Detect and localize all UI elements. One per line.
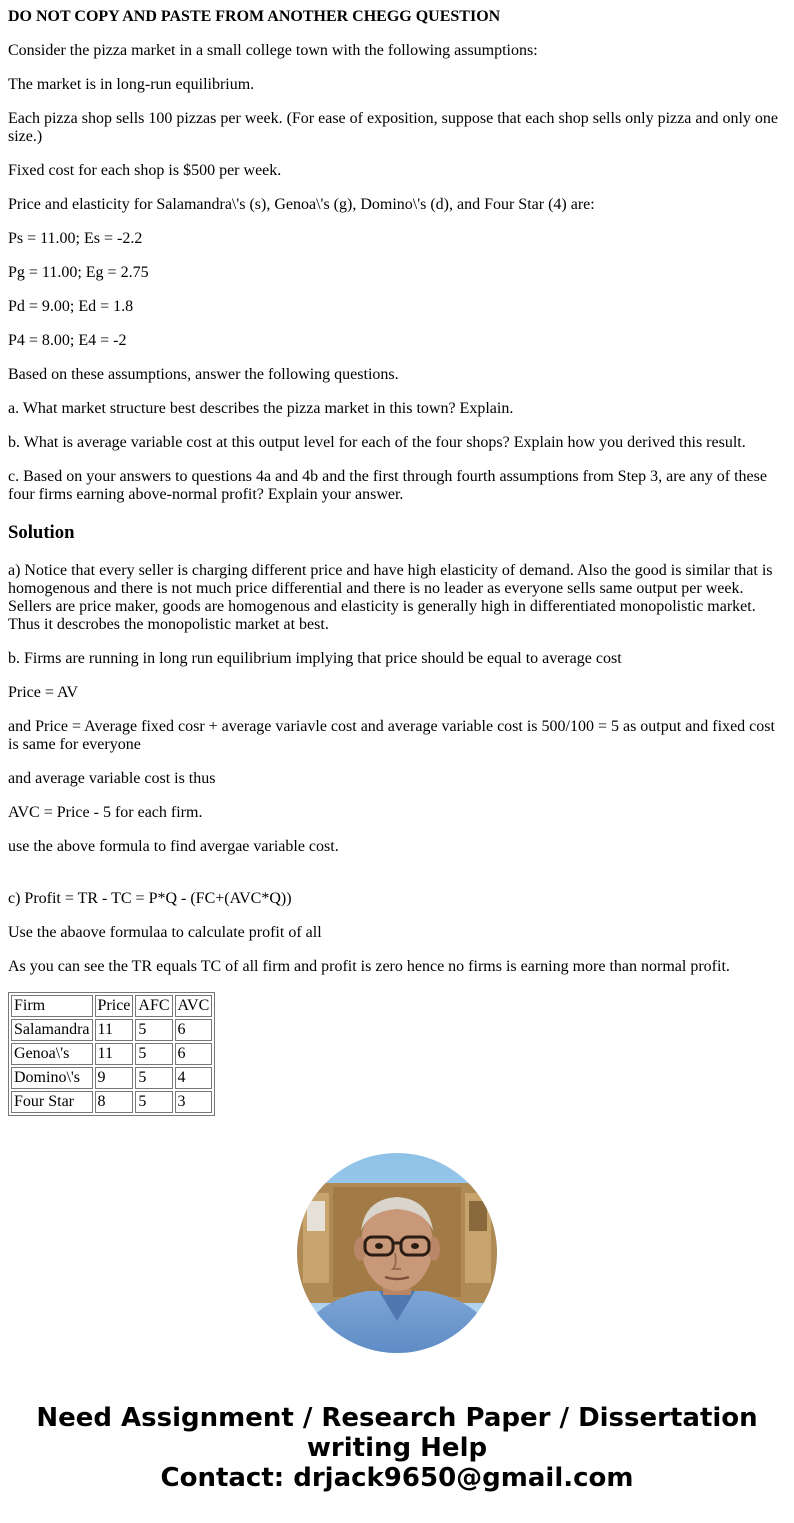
question-section [8,42,786,504]
question-paragraph: Fixed cost for each shop is $500 per week. [8,162,282,179]
solution-paragraph: use the above formula to find avergae variable cost. [8,838,339,855]
solution-section [8,562,786,1116]
question-paragraph: P4 = 8.00; E4 = -2 [8,332,127,349]
table-header-cell: Firm [11,995,93,1017]
solution-paragraph: As you can see the TR equals TC of all firm and profit is zero hence no firms is earning more than normal profit. [8,958,730,975]
promo-line: Need Assignment / Research Paper / Dissertation [36,1403,758,1433]
question-paragraph: Pg = 11.00; Eg = 2.75 [8,264,149,281]
question-paragraph: c. Based on your answers to questions 4a and 4b and the first through fourth assumptions from Step 3, are any of these four firms earning above-normal profit? Explain your answer. [8,468,767,503]
solution-paragraph: and average variable cost is thus [8,770,216,787]
question-paragraph: The market is in long-run equilibrium. [8,76,255,93]
solution-paragraph: and Price = Average fixed cosr + average variavle cost and average variable cost is 500/100 = 5 as output and fixed cost is same for everyone [8,718,775,753]
question-paragraph: Ps = 11.00; Es = -2.2 [8,230,143,247]
table-cell: Domino\'s [11,1067,93,1089]
table-cell: 11 [95,1019,134,1041]
table-row [11,1019,212,1041]
question-paragraph: Based on these assumptions, answer the following questions. [8,366,399,383]
table-cell: Salamandra [11,1019,93,1041]
question-paragraph: b. What is average variable cost at this output level for each of the four shops? Explain how you derived this result. [8,434,746,451]
table-cell: 5 [135,1043,172,1065]
table-cell: 9 [95,1067,134,1089]
table-cell: 11 [95,1043,134,1065]
table-cell: 8 [95,1091,134,1113]
table-row [11,1091,212,1113]
table-cell: 3 [175,1091,213,1113]
table-cell: Genoa\'s [11,1043,93,1065]
promo-line: writing Help [306,1433,488,1463]
table-row [11,1067,212,1089]
question-paragraph: a. What market structure best describes the pizza market in this town? Explain. [8,400,514,417]
table-header-cell: Price [95,995,134,1017]
promo-banner [0,1403,794,1493]
table-cell: 5 [135,1067,172,1089]
table-cell: 5 [135,1091,172,1113]
table-cell: 6 [175,1019,213,1041]
promo-contact: Contact: drjack9650@gmail.com [160,1463,634,1493]
solution-paragraph: a) Notice that every seller is charging different price and have high elasticity of demand. Also the good is similar that is homogenous and there is not much price differential and there is no leader as everyone sells same output per week. Sellers are price maker, goods are homogenous and elasticity is generally high in differentiated monopolistic market. Thus it descrobes the monopolistic market at best. [8,562,773,633]
solution-paragraph: b. Firms are running in long run equilibrium implying that price should be equal to average cost [8,650,622,667]
author-avatar [297,1153,497,1353]
table-row [11,1043,212,1065]
question-paragraph: Each pizza shop sells 100 pizzas per week. (For ease of exposition, suppose that each shop sells only pizza and only one size.) [8,110,779,145]
author-portrait-image [297,1153,497,1353]
table-cell: 4 [175,1067,213,1089]
solution-heading: Solution [8,522,75,543]
question-paragraph: Price and elasticity for Salamandra\'s (s), Genoa\'s (g), Domino\'s (d), and Four Star (4) are: [8,196,595,213]
table-header-cell: AVC [175,995,213,1017]
question-paragraph: Pd = 9.00; Ed = 1.8 [8,298,134,315]
table-cell: 6 [175,1043,213,1065]
solution-paragraph: Price = AV [8,684,79,701]
notice-title: DO NOT COPY AND PASTE FROM ANOTHER CHEGG QUESTION [8,8,501,25]
solution-paragraph: AVC = Price - 5 for each firm. [8,804,203,821]
spacer [8,872,786,890]
firm-cost-table [8,992,215,1116]
table-header-row [11,995,212,1017]
table-cell: Four Star [11,1091,93,1113]
table-header-cell: AFC [135,995,172,1017]
solution-paragraph: Use the abaove formulaa to calculate profit of all [8,924,322,941]
table-cell: 5 [135,1019,172,1041]
solution-paragraph: c) Profit = TR - TC = P*Q - (FC+(AVC*Q)) [8,890,292,907]
question-paragraph: Consider the pizza market in a small college town with the following assumptions: [8,42,538,59]
